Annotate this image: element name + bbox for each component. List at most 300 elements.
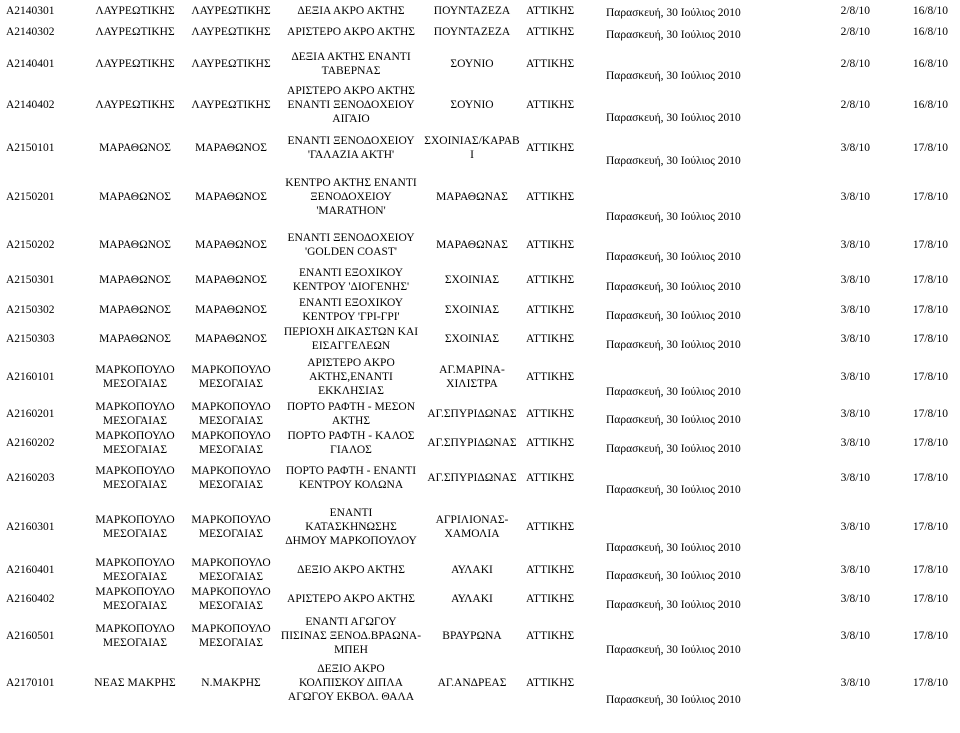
cell-place-line: 'ΓΑΛΑΖΙΑ ΑΚΤΗ' bbox=[307, 148, 395, 161]
cell-place-line: ΕΚΚΛΗΣΙΑΣ bbox=[318, 384, 384, 397]
cell-place bbox=[280, 428, 422, 457]
cell-code: A2160402 bbox=[6, 592, 55, 605]
cell-date: Παρασκευή, 30 Ιούλιος 2010 bbox=[606, 7, 741, 19]
table-row bbox=[0, 126, 960, 169]
cell-prefecture: ΑΤΤΙΚΗΣ bbox=[526, 141, 575, 154]
cell-place-line: ΚΕΝΤΡΟΥ 'ΔΙΟΓΕΝΗΣ' bbox=[292, 281, 410, 293]
cell-code: A2140402 bbox=[6, 99, 55, 111]
cell-area-line: ΧΑΜΟΛΙΑ bbox=[444, 528, 500, 540]
cell-place bbox=[280, 613, 422, 658]
cell-area bbox=[422, 400, 522, 428]
cell-prefecture: ΑΤΤΙΚΗΣ bbox=[526, 191, 575, 203]
table-row bbox=[0, 21, 960, 43]
cell-locality bbox=[182, 353, 280, 400]
cell-end-date: 17/8/10 bbox=[912, 436, 948, 449]
cell-locality bbox=[182, 556, 280, 584]
cell-code: A2150202 bbox=[6, 239, 55, 251]
cell-locality-line: ΜΑΡΚΟΠΟΥΛΟ bbox=[191, 514, 271, 526]
cell-place bbox=[280, 457, 422, 498]
cell-area-line: ΣΧΟΙΝΙΑΣ bbox=[444, 274, 500, 286]
cell-municipality-line: ΜΕΣΟΓΑΙΑΣ bbox=[102, 443, 168, 456]
cell-locality-line: ΜΑΡΑΘΩΝΟΣ bbox=[195, 274, 267, 286]
cell-end-date: 17/8/10 bbox=[912, 274, 948, 286]
cell-municipality bbox=[88, 400, 182, 428]
cell-municipality bbox=[88, 169, 182, 225]
cell-area-line: ΑΓ.ΜΑΡΙΝΑ- bbox=[439, 363, 505, 376]
cell-prefecture: ΑΤΤΙΚΗΣ bbox=[526, 436, 575, 449]
cell-municipality bbox=[88, 126, 182, 169]
cell-code: A2150101 bbox=[6, 141, 55, 154]
cell-municipality-line: ΛΑΥΡΕΩΤΙΚΗΣ bbox=[95, 26, 175, 38]
cell-locality-line: ΜΕΣΟΓΑΙΑΣ bbox=[198, 478, 264, 491]
cell-place-line: ΕΝΑΝΤΙ ΕΞΟΧΙΚΟΥ bbox=[298, 296, 404, 309]
cell-prefecture: ΑΤΤΙΚΗΣ bbox=[526, 521, 575, 533]
cell-locality-line: ΜΕΣΟΓΑΙΑΣ bbox=[198, 443, 264, 456]
cell-municipality-line: ΜΑΡΚΟΠΟΥΛΟ bbox=[95, 363, 175, 376]
cell-place-line: ΠΟΡΤΟ ΡΑΦΤΗ - ΕΝΑΝΤΙ bbox=[285, 464, 417, 477]
cell-locality-line: ΜΕΣΟΓΑΙΑΣ bbox=[198, 571, 264, 583]
cell-end-date: 16/8/10 bbox=[912, 57, 948, 70]
cell-municipality-line: ΛΑΥΡΕΩΤΙΚΗΣ bbox=[95, 57, 175, 70]
cell-locality-line: ΛΑΥΡΕΩΤΙΚΗΣ bbox=[191, 26, 271, 38]
cell-area bbox=[422, 265, 522, 295]
cell-area bbox=[422, 658, 522, 708]
cell-prefecture: ΑΤΤΙΚΗΣ bbox=[526, 370, 575, 383]
table-row bbox=[0, 43, 960, 84]
cell-municipality bbox=[88, 584, 182, 613]
cell-end-date: 17/8/10 bbox=[912, 370, 948, 383]
cell-municipality-line: ΝΕΑΣ ΜΑΚΡΗΣ bbox=[94, 677, 176, 689]
cell-locality-line: ΛΑΥΡΕΩΤΙΚΗΣ bbox=[191, 99, 271, 111]
table-row bbox=[0, 400, 960, 428]
cell-prefecture: ΑΤΤΙΚΗΣ bbox=[526, 592, 575, 605]
cell-municipality bbox=[88, 457, 182, 498]
cell-municipality-line: ΜΑΡΚΟΠΟΥΛΟ bbox=[95, 514, 175, 526]
cell-start-date: 3/8/10 bbox=[840, 303, 870, 316]
cell-municipality-line: ΜΕΣΟΓΑΙΑΣ bbox=[102, 636, 168, 649]
cell-place bbox=[280, 498, 422, 556]
cell-start-date: 3/8/10 bbox=[840, 564, 870, 576]
cell-locality bbox=[182, 295, 280, 324]
cell-place-line: ΤΑΒΕΡΝΑΣ bbox=[321, 64, 381, 77]
cell-locality-line: ΜΑΡΚΟΠΟΥΛΟ bbox=[191, 464, 271, 477]
cell-place-line: ΓΙΑΛΟΣ bbox=[330, 443, 372, 456]
cell-prefecture: ΑΤΤΙΚΗΣ bbox=[526, 26, 575, 38]
cell-place-line: ΚΑΤΑΣΚΗΝΩΣΗΣ bbox=[305, 521, 397, 533]
table-row bbox=[0, 584, 960, 613]
cell-end-date: 17/8/10 bbox=[912, 141, 948, 154]
cell-place-line: ΠΙΣΙΝΑΣ ΞΕΝΟΔ.ΒΡΑΩΝΑ- bbox=[280, 629, 422, 642]
cell-locality-line: ΜΑΡΑΘΩΝΟΣ bbox=[195, 239, 267, 251]
cell-municipality-line: ΜΑΡΚΟΠΟΥΛΟ bbox=[95, 464, 175, 477]
cell-area bbox=[422, 225, 522, 265]
cell-place bbox=[280, 353, 422, 400]
cell-locality-line: ΜΑΡΑΘΩΝΟΣ bbox=[195, 191, 267, 203]
cell-place-line: ΞΕΝΟΔΟΧΕΙΟΥ bbox=[310, 191, 392, 203]
table-row bbox=[0, 295, 960, 324]
cell-locality bbox=[182, 324, 280, 353]
cell-code: A2160101 bbox=[6, 370, 55, 383]
cell-locality bbox=[182, 428, 280, 457]
cell-end-date: 16/8/10 bbox=[912, 26, 948, 38]
cell-locality-line: Ν.ΜΑΚΡΗΣ bbox=[201, 677, 261, 689]
cell-date: Παρασκευή, 30 Ιούλιος 2010 bbox=[606, 211, 741, 223]
cell-municipality bbox=[88, 225, 182, 265]
table-row bbox=[0, 613, 960, 658]
cell-start-date: 3/8/10 bbox=[840, 629, 870, 642]
cell-area bbox=[422, 295, 522, 324]
cell-municipality-line: ΜΕΣΟΓΑΙΑΣ bbox=[102, 528, 168, 540]
cell-area-line: ΣΟΥΝΙΟ bbox=[450, 99, 494, 111]
cell-date: Παρασκευή, 30 Ιούλιος 2010 bbox=[606, 443, 741, 455]
table-row bbox=[0, 225, 960, 265]
cell-start-date: 3/8/10 bbox=[840, 677, 870, 689]
cell-area bbox=[422, 457, 522, 498]
table-row bbox=[0, 353, 960, 400]
cell-prefecture: ΑΤΤΙΚΗΣ bbox=[526, 57, 575, 70]
cell-place-line: ΑΡΙΣΤΕΡΟ ΑΚΡΟ ΑΚΤΗΣ bbox=[287, 85, 415, 97]
cell-municipality-line: ΜΑΡΑΘΩΝΟΣ bbox=[99, 332, 171, 345]
cell-end-date: 17/8/10 bbox=[912, 303, 948, 316]
cell-place-line: ΕΝΑΝΤΙ ΞΕΝΟΔΟΧΕΙΟΥ bbox=[287, 232, 415, 244]
cell-place bbox=[280, 584, 422, 613]
cell-municipality-line: ΜΑΡΑΘΩΝΟΣ bbox=[99, 239, 171, 251]
cell-start-date: 3/8/10 bbox=[840, 521, 870, 533]
cell-locality bbox=[182, 658, 280, 708]
cell-locality bbox=[182, 613, 280, 658]
cell-code: A2150303 bbox=[6, 332, 55, 345]
cell-area-line: ΣΧΟΙΝΙΑΣ bbox=[444, 332, 500, 345]
cell-place-line: 'GOLDEN COAST' bbox=[305, 246, 397, 258]
cell-area bbox=[422, 84, 522, 126]
cell-prefecture: ΑΤΤΙΚΗΣ bbox=[526, 4, 575, 17]
cell-area bbox=[422, 498, 522, 556]
cell-prefecture: ΑΤΤΙΚΗΣ bbox=[526, 303, 575, 316]
cell-municipality-line: ΜΕΣΟΓΑΙΑΣ bbox=[102, 415, 168, 427]
cell-place-line: ΚΟΛΠΙΣΚΟΥ ΔΙΠΛΑ bbox=[299, 677, 403, 689]
cell-place-line: ΠΟΡΤΟ ΡΑΦΤΗ - ΜΕΣΟΝ bbox=[286, 401, 416, 413]
cell-area bbox=[422, 584, 522, 613]
cell-locality bbox=[182, 265, 280, 295]
cell-place-line: ΑΡΙΣΤΕΡΟ ΑΚΡΟ ΑΚΤΗΣ bbox=[287, 592, 415, 605]
cell-place-line: ΕΝΑΝΤΙ bbox=[329, 507, 373, 519]
cell-date: Παρασκευή, 30 Ιούλιος 2010 bbox=[606, 155, 741, 167]
cell-code: A2150301 bbox=[6, 274, 55, 286]
cell-area-line: ΑΓΡΙΛΙΟΝΑΣ- bbox=[435, 514, 509, 526]
cell-area bbox=[422, 556, 522, 584]
cell-prefecture: ΑΤΤΙΚΗΣ bbox=[526, 274, 575, 286]
cell-area bbox=[422, 353, 522, 400]
cell-date: Παρασκευή, 30 Ιούλιος 2010 bbox=[606, 70, 741, 82]
cell-end-date: 17/8/10 bbox=[912, 521, 948, 533]
cell-place-line: ΠΟΡΤΟ ΡΑΦΤΗ - ΚΑΛΟΣ bbox=[287, 429, 415, 442]
cell-start-date: 2/8/10 bbox=[840, 4, 870, 17]
cell-place-line: ΕΝΑΝΤΙ ΞΕΝΟΔΟΧΕΙΟΥ bbox=[287, 99, 415, 111]
cell-municipality bbox=[88, 353, 182, 400]
cell-date: Παρασκευή, 30 Ιούλιος 2010 bbox=[606, 251, 741, 263]
cell-area bbox=[422, 126, 522, 169]
cell-prefecture: ΑΤΤΙΚΗΣ bbox=[526, 99, 575, 111]
cell-date: Παρασκευή, 30 Ιούλιος 2010 bbox=[606, 570, 741, 582]
cell-start-date: 3/8/10 bbox=[840, 141, 870, 154]
cell-code: A2140302 bbox=[6, 26, 55, 38]
cell-start-date: 3/8/10 bbox=[840, 274, 870, 286]
cell-area-line: ΣΧΟΙΝΙΑΣ bbox=[444, 303, 500, 316]
cell-place bbox=[280, 126, 422, 169]
cell-area bbox=[422, 0, 522, 21]
table-row bbox=[0, 169, 960, 225]
cell-start-date: 2/8/10 bbox=[840, 99, 870, 111]
cell-place-line: ΔΗΜΟΥ ΜΑΡΚΟΠΟΥΛΟΥ bbox=[285, 535, 417, 547]
table-row bbox=[0, 457, 960, 498]
cell-locality-line: ΜΕΣΟΓΑΙΑΣ bbox=[198, 415, 264, 427]
cell-date: Παρασκευή, 30 Ιούλιος 2010 bbox=[606, 694, 741, 706]
cell-date: Παρασκευή, 30 Ιούλιος 2010 bbox=[606, 310, 741, 322]
cell-area-line: ΜΑΡΑΘΩΝΑΣ bbox=[436, 239, 508, 251]
cell-municipality bbox=[88, 295, 182, 324]
cell-date: Παρασκευή, 30 Ιούλιος 2010 bbox=[606, 599, 741, 611]
table-row bbox=[0, 428, 960, 457]
cell-start-date: 2/8/10 bbox=[840, 57, 870, 70]
cell-municipality-line: ΜΑΡΚΟΠΟΥΛΟ bbox=[95, 557, 175, 569]
cell-start-date: 2/8/10 bbox=[840, 26, 870, 38]
cell-code: A2150201 bbox=[6, 191, 55, 203]
cell-prefecture: ΑΤΤΙΚΗΣ bbox=[526, 239, 575, 251]
cell-end-date: 17/8/10 bbox=[912, 564, 948, 576]
cell-place bbox=[280, 225, 422, 265]
cell-locality bbox=[182, 400, 280, 428]
cell-place-line: ΚΕΝΤΡΟΥ ΚΟΛΩΝΑ bbox=[298, 478, 404, 491]
cell-code: A2160203 bbox=[6, 471, 55, 484]
cell-end-date: 16/8/10 bbox=[912, 99, 948, 111]
cell-area-line: ΑΥΛΑΚΙ bbox=[451, 564, 493, 576]
cell-code: A2150302 bbox=[6, 303, 55, 316]
cell-municipality bbox=[88, 84, 182, 126]
cell-place bbox=[280, 265, 422, 295]
cell-code: A2160301 bbox=[6, 521, 55, 533]
cell-code: A2160501 bbox=[6, 629, 55, 642]
cell-locality-line: ΜΑΡΚΟΠΟΥΛΟ bbox=[191, 622, 271, 635]
cell-area-line: ΜΑΡΑΘΩΝΑΣ bbox=[436, 191, 508, 203]
cell-prefecture: ΑΤΤΙΚΗΣ bbox=[526, 471, 575, 484]
cell-place-line: ΑΙΓΑΙΟ bbox=[332, 113, 370, 125]
cell-place-line: ΚΕΝΤΡΟ ΑΚΤΗΣ ΕΝΑΝΤΙ bbox=[285, 177, 417, 189]
cell-end-date: 17/8/10 bbox=[912, 239, 948, 251]
cell-place-line: ΜΠΕΗ bbox=[334, 643, 368, 656]
cell-locality-line: ΜΕΣΟΓΑΙΑΣ bbox=[198, 599, 264, 612]
cell-end-date: 17/8/10 bbox=[912, 592, 948, 605]
cell-locality-line: ΜΑΡΚΟΠΟΥΛΟ bbox=[191, 557, 271, 569]
cell-start-date: 3/8/10 bbox=[840, 239, 870, 251]
cell-area bbox=[422, 324, 522, 353]
cell-municipality-line: ΜΑΡΚΟΠΟΥΛΟ bbox=[95, 429, 175, 442]
cell-area-line: ΒΡΑΥΡΩΝΑ bbox=[442, 629, 502, 642]
cell-place-line: ΑΡΙΣΤΕΡΟ ΑΚΡΟ bbox=[307, 356, 395, 369]
cell-prefecture: ΑΤΤΙΚΗΣ bbox=[526, 408, 575, 420]
cell-place-line: ΔΕΞΙΑ ΑΚΡΟ ΑΚΤΗΣ bbox=[297, 4, 405, 17]
cell-locality-line: ΜΑΡΚΟΠΟΥΛΟ bbox=[191, 585, 271, 598]
cell-place bbox=[280, 400, 422, 428]
cell-prefecture: ΑΤΤΙΚΗΣ bbox=[526, 629, 575, 642]
cell-code: A2160201 bbox=[6, 408, 55, 420]
cell-locality bbox=[182, 169, 280, 225]
cell-end-date: 17/8/10 bbox=[912, 332, 948, 345]
cell-end-date: 17/8/10 bbox=[912, 408, 948, 420]
cell-municipality bbox=[88, 324, 182, 353]
cell-locality-line: ΛΑΥΡΕΩΤΙΚΗΣ bbox=[191, 57, 271, 70]
cell-place-line: ΑΚΤΗΣ bbox=[331, 415, 371, 427]
cell-municipality-line: ΜΑΡΑΘΩΝΟΣ bbox=[99, 191, 171, 203]
cell-municipality-line: ΜΕΣΟΓΑΙΑΣ bbox=[102, 377, 168, 390]
cell-area-line: ΑΓ.ΑΝΔΡΕΑΣ bbox=[437, 677, 507, 689]
cell-start-date: 3/8/10 bbox=[840, 408, 870, 420]
cell-locality-line: ΜΑΡΑΘΩΝΟΣ bbox=[195, 303, 267, 316]
cell-start-date: 3/8/10 bbox=[840, 436, 870, 449]
cell-code: A2160202 bbox=[6, 436, 55, 449]
table-row bbox=[0, 265, 960, 295]
cell-municipality-line: ΜΑΡΚΟΠΟΥΛΟ bbox=[95, 585, 175, 598]
cell-place-line: ΑΓΩΓΟΥ ΕΚΒΟΛ. ΘΑΛΑ bbox=[287, 691, 415, 703]
cell-code: A2160401 bbox=[6, 564, 55, 576]
cell-end-date: 17/8/10 bbox=[912, 677, 948, 689]
table-row bbox=[0, 658, 960, 708]
cell-area bbox=[422, 43, 522, 84]
cell-area-line: ΣΧΟΙΝΙΑΣ/ΚΑΡΑΒ bbox=[424, 134, 520, 147]
cell-municipality-line: ΜΑΡΚΟΠΟΥΛΟ bbox=[95, 622, 175, 635]
cell-municipality-line: ΛΑΥΡΕΩΤΙΚΗΣ bbox=[95, 4, 175, 17]
cell-date: Παρασκευή, 30 Ιούλιος 2010 bbox=[606, 644, 741, 656]
cell-municipality bbox=[88, 43, 182, 84]
cell-municipality bbox=[88, 556, 182, 584]
cell-locality-line: ΜΕΣΟΓΑΙΑΣ bbox=[198, 528, 264, 540]
cell-municipality bbox=[88, 265, 182, 295]
cell-municipality-line: ΜΕΣΟΓΑΙΑΣ bbox=[102, 599, 168, 612]
cell-locality bbox=[182, 0, 280, 21]
cell-place-line: ΔΕΞΙΟ ΑΚΡΟ ΑΚΤΗΣ bbox=[297, 564, 405, 576]
cell-municipality bbox=[88, 658, 182, 708]
cell-date: Παρασκευή, 30 Ιούλιος 2010 bbox=[606, 484, 741, 496]
cell-area-line: ΑΥΛΑΚΙ bbox=[451, 592, 493, 605]
cell-locality-line: ΛΑΥΡΕΩΤΙΚΗΣ bbox=[191, 4, 271, 17]
cell-municipality-line: ΜΑΡΑΘΩΝΟΣ bbox=[99, 141, 171, 154]
cell-municipality bbox=[88, 498, 182, 556]
cell-municipality-line: ΜΕΣΟΓΑΙΑΣ bbox=[102, 571, 168, 583]
cell-locality bbox=[182, 126, 280, 169]
cell-date: Παρασκευή, 30 Ιούλιος 2010 bbox=[606, 281, 741, 293]
cell-prefecture: ΑΤΤΙΚΗΣ bbox=[526, 564, 575, 576]
cell-date: Παρασκευή, 30 Ιούλιος 2010 bbox=[606, 542, 741, 554]
cell-place bbox=[280, 556, 422, 584]
cell-end-date: 17/8/10 bbox=[912, 191, 948, 203]
cell-place bbox=[280, 295, 422, 324]
cell-code: A2140401 bbox=[6, 57, 55, 70]
cell-locality-line: ΜΕΣΟΓΑΙΑΣ bbox=[198, 377, 264, 390]
cell-municipality-line: ΜΑΡΑΘΩΝΟΣ bbox=[99, 303, 171, 316]
cell-area-line: ΠΟΥΝΤΑΖΕΖΑ bbox=[433, 4, 511, 17]
cell-municipality-line: ΜΕΣΟΓΑΙΑΣ bbox=[102, 478, 168, 491]
cell-locality-line: ΜΑΡΑΘΩΝΟΣ bbox=[195, 332, 267, 345]
cell-end-date: 16/8/10 bbox=[912, 4, 948, 17]
cell-area bbox=[422, 428, 522, 457]
cell-place-line: ΑΡΙΣΤΕΡΟ ΑΚΡΟ ΑΚΤΗΣ bbox=[287, 26, 415, 38]
cell-municipality bbox=[88, 428, 182, 457]
cell-start-date: 3/8/10 bbox=[840, 471, 870, 484]
cell-area-line: ΑΓ.ΣΠΥΡΙΔΩΝΑΣ bbox=[427, 408, 517, 420]
table-row bbox=[0, 498, 960, 556]
cell-municipality bbox=[88, 613, 182, 658]
table-row bbox=[0, 84, 960, 126]
cell-prefecture: ΑΤΤΙΚΗΣ bbox=[526, 677, 575, 689]
cell-place-line: ΑΚΤΗΣ,ΕΝΑΝΤΙ bbox=[309, 370, 393, 383]
cell-end-date: 17/8/10 bbox=[912, 471, 948, 484]
cell-area bbox=[422, 169, 522, 225]
cell-place-line: ΔΕΞΙΑ ΑΚΤΗΣ ΕΝΑΝΤΙ bbox=[291, 50, 411, 63]
cell-date: Παρασκευή, 30 Ιούλιος 2010 bbox=[606, 29, 741, 41]
cell-date: Παρασκευή, 30 Ιούλιος 2010 bbox=[606, 339, 741, 351]
cell-place bbox=[280, 43, 422, 84]
table-row bbox=[0, 324, 960, 353]
cell-area-line: ΠΟΥΝΤΑΖΕΖΑ bbox=[433, 26, 511, 38]
cell-place bbox=[280, 0, 422, 21]
cell-start-date: 3/8/10 bbox=[840, 191, 870, 203]
cell-place-line: ΕΝΑΝΤΙ ΕΞΟΧΙΚΟΥ bbox=[298, 267, 404, 279]
cell-area bbox=[422, 21, 522, 43]
cell-municipality-line: ΜΑΡΑΘΩΝΟΣ bbox=[99, 274, 171, 286]
cell-area-line: ΑΓ.ΣΠΥΡΙΔΩΝΑΣ bbox=[427, 436, 517, 449]
cell-end-date: 17/8/10 bbox=[912, 629, 948, 642]
cell-area-line: ΧΙΛΙΣΤΡΑ bbox=[446, 377, 498, 390]
cell-municipality-line: ΜΑΡΚΟΠΟΥΛΟ bbox=[95, 401, 175, 413]
cell-municipality bbox=[88, 21, 182, 43]
cell-place bbox=[280, 658, 422, 708]
cell-locality-line: ΜΑΡΚΟΠΟΥΛΟ bbox=[191, 429, 271, 442]
table-row bbox=[0, 0, 960, 21]
cell-place-line: ΔΕΞΙΟ ΑΚΡΟ bbox=[317, 663, 385, 675]
cell-place-line: ΕΝΑΝΤΙ ΑΓΩΓΟΥ bbox=[305, 615, 397, 628]
cell-locality bbox=[182, 584, 280, 613]
cell-locality-line: ΜΕΣΟΓΑΙΑΣ bbox=[198, 636, 264, 649]
cell-area-line: Ι bbox=[470, 148, 474, 161]
cell-place-line: ΕΝΑΝΤΙ ΞΕΝΟΔΟΧΕΙΟΥ bbox=[287, 134, 415, 147]
cell-start-date: 3/8/10 bbox=[840, 332, 870, 345]
cell-locality bbox=[182, 21, 280, 43]
cell-date: Παρασκευή, 30 Ιούλιος 2010 bbox=[606, 414, 741, 426]
cell-municipality-line: ΛΑΥΡΕΩΤΙΚΗΣ bbox=[95, 99, 175, 111]
cell-area-line: ΑΓ.ΣΠΥΡΙΔΩΝΑΣ bbox=[427, 471, 517, 484]
cell-start-date: 3/8/10 bbox=[840, 370, 870, 383]
cell-date: Παρασκευή, 30 Ιούλιος 2010 bbox=[606, 386, 741, 398]
cell-locality-line: ΜΑΡΚΟΠΟΥΛΟ bbox=[191, 401, 271, 413]
cell-locality bbox=[182, 43, 280, 84]
cell-place bbox=[280, 324, 422, 353]
cell-date: Παρασκευή, 30 Ιούλιος 2010 bbox=[606, 112, 741, 124]
cell-place-line: ΚΕΝΤΡΟΥ 'ΓΡΙ-ΓΡΙ' bbox=[302, 310, 400, 323]
cell-code: A2170101 bbox=[6, 677, 55, 689]
cell-place bbox=[280, 21, 422, 43]
cell-municipality bbox=[88, 0, 182, 21]
cell-locality bbox=[182, 498, 280, 556]
cell-place-line: ΠΕΡΙΟΧΗ ΔΙΚΑΣΤΩΝ ΚΑΙ bbox=[283, 325, 419, 338]
cell-area-line: ΣΟΥΝΙΟ bbox=[450, 57, 494, 70]
cell-place-line: ΕΙΣΑΓΓΕΛΕΩΝ bbox=[311, 339, 391, 352]
cell-locality bbox=[182, 225, 280, 265]
table-row bbox=[0, 556, 960, 584]
cell-start-date: 3/8/10 bbox=[840, 592, 870, 605]
cell-prefecture: ΑΤΤΙΚΗΣ bbox=[526, 332, 575, 345]
cell-locality bbox=[182, 84, 280, 126]
cell-locality-line: ΜΑΡΑΘΩΝΟΣ bbox=[195, 141, 267, 154]
cell-locality-line: ΜΑΡΚΟΠΟΥΛΟ bbox=[191, 363, 271, 376]
